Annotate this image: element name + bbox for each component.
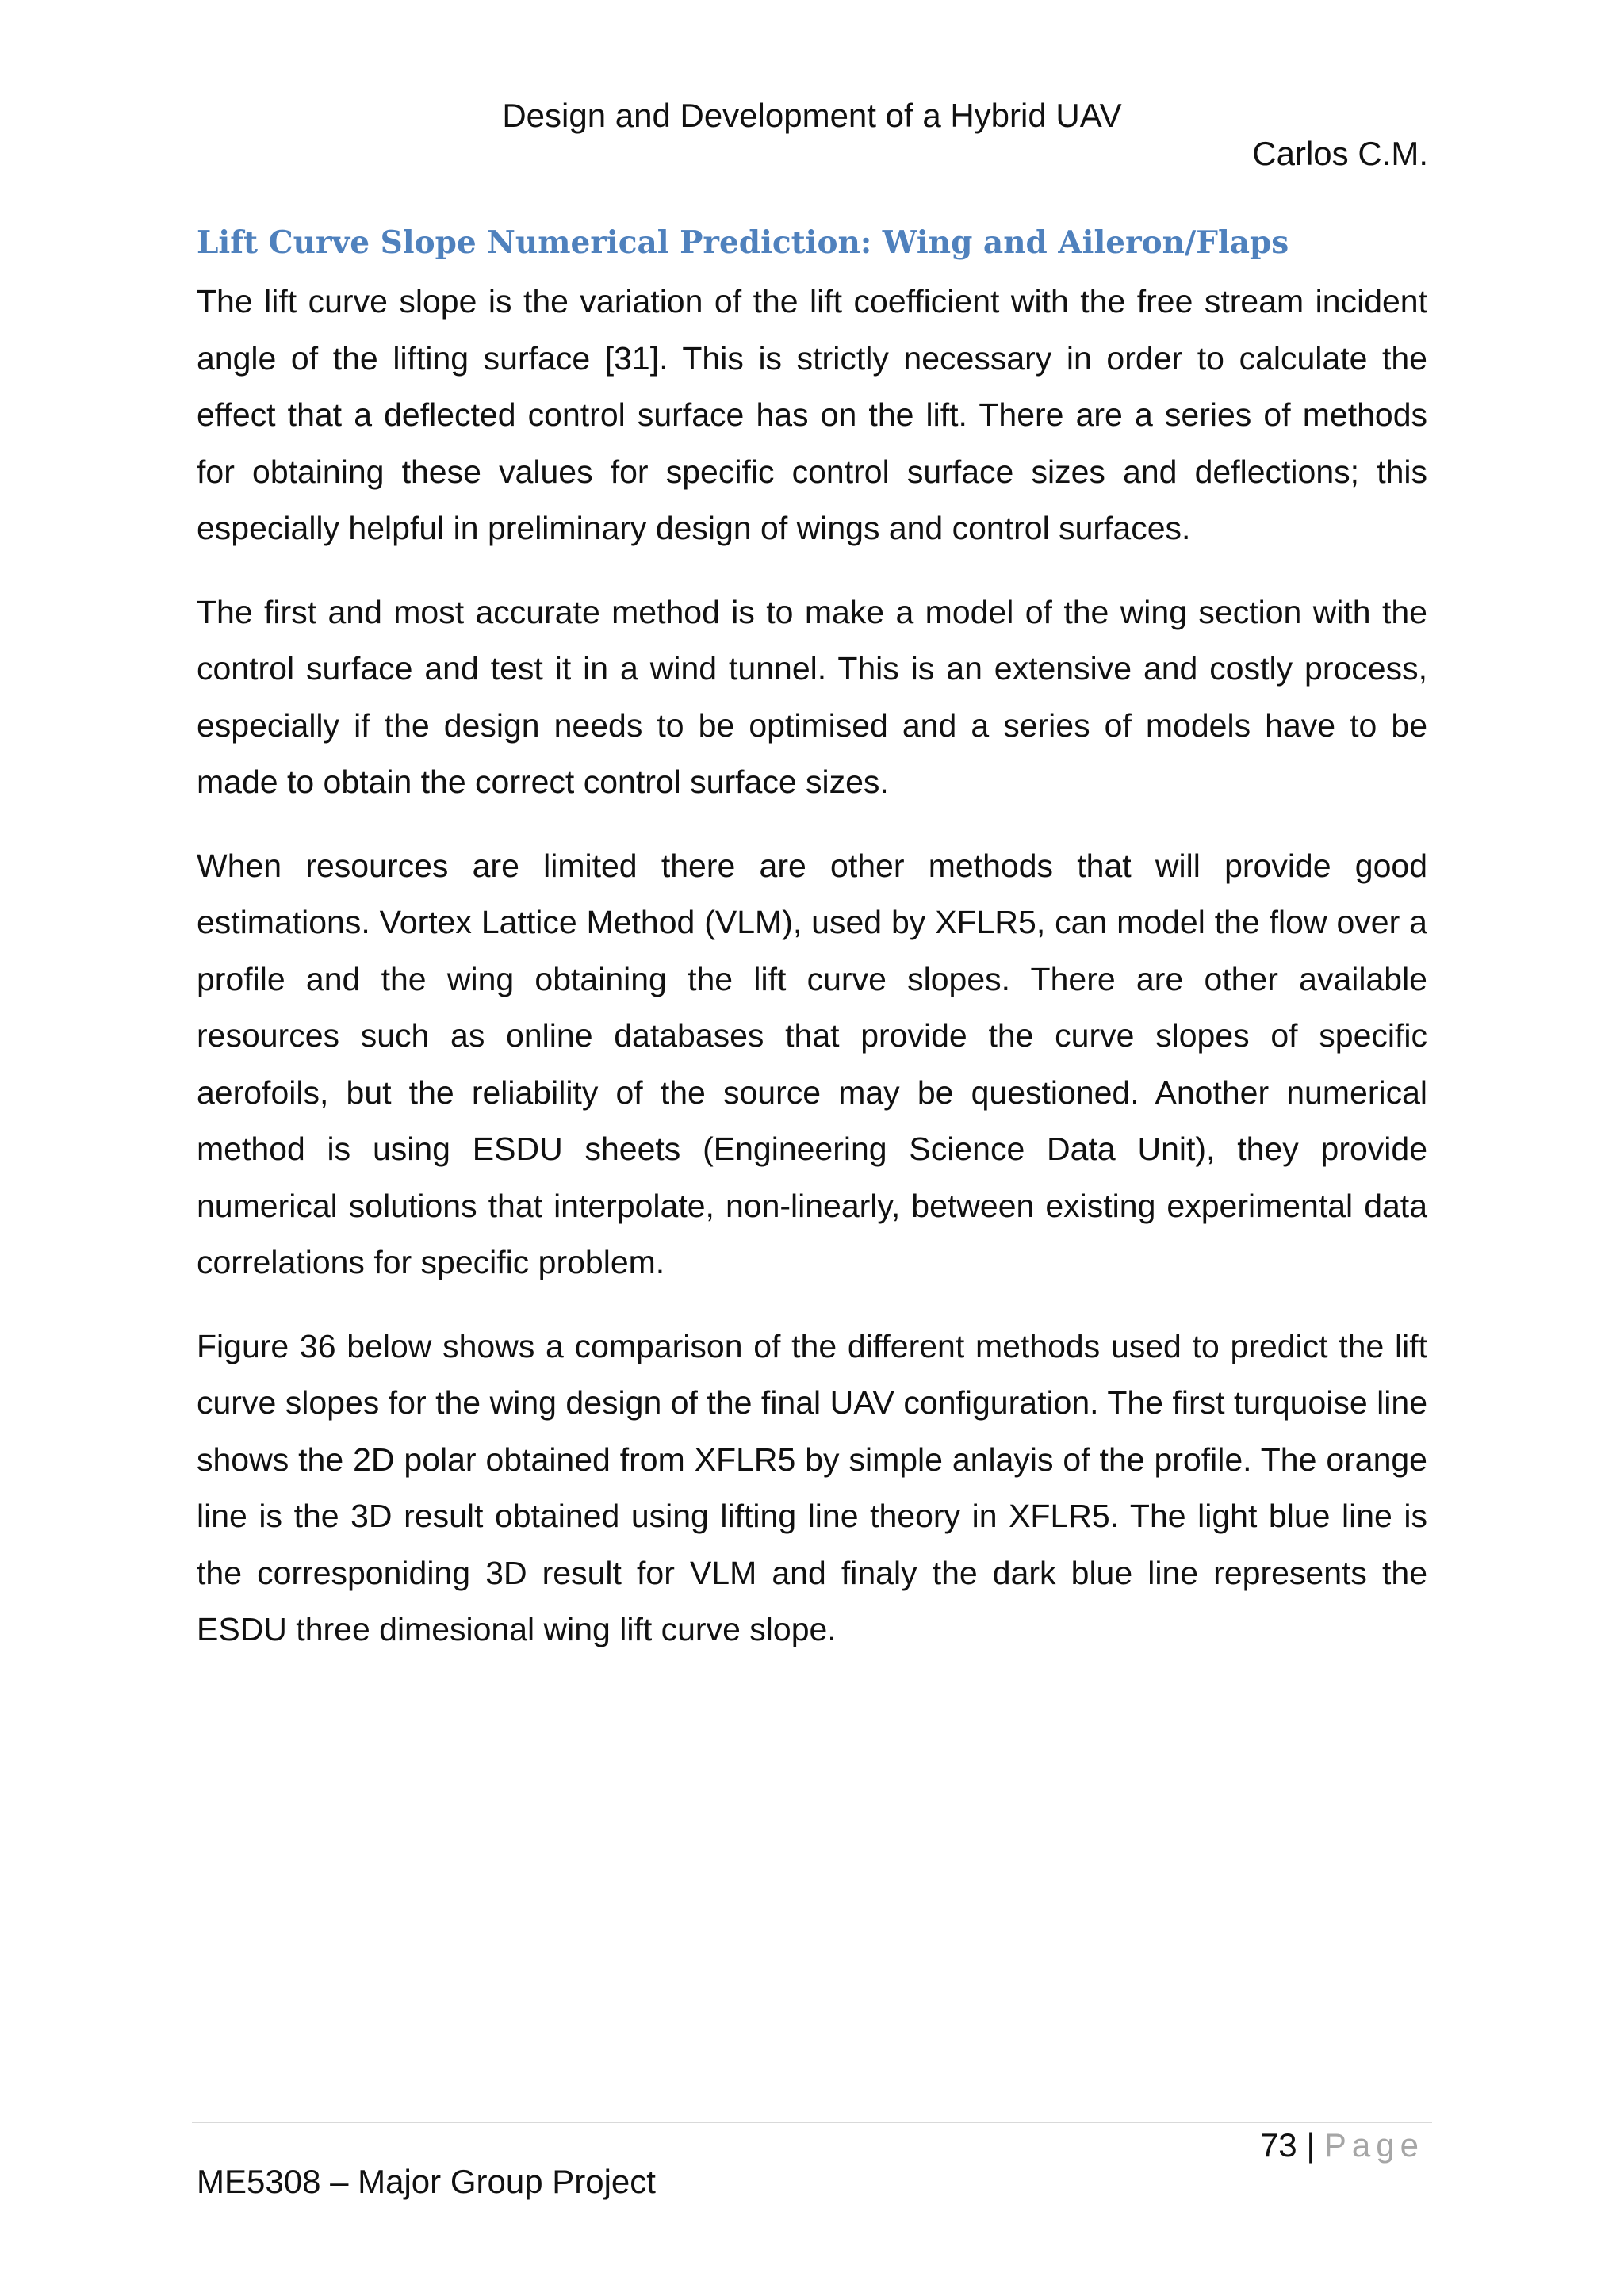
- page-number-separator: |: [1297, 2126, 1324, 2164]
- header-author: Carlos C.M.: [1252, 135, 1428, 172]
- paragraph-lift-curve-definition: The lift curve slope is the variation of the lift coefficient with the free stream incident angle of the lifting surface [31]. This is strictly necessary in order to calculate the effect that a deflected control surface has on the lift. There are a series of methods for obtaining these values for specific control surface sizes and deflections; this especially helpful in preliminary design of wings and control surfaces.: [197, 283, 1427, 546]
- header-title: Design and Development of a Hybrid UAV: [502, 97, 1122, 134]
- paragraph-figure-comparison: Figure 36 below shows a comparison of the different methods used to predict the lift curve slopes for the wing design of the final UAV configuration. The first turquoise line shows the 2D polar obtained from XFLR5 by simple anlayis of the profile. The orange line is the 3D result obtained using lifting line theory in XFLR5. The light blue line is the corresponiding 3D result for VLM and finaly the dark blue line represents the ESDU three dimesional wing lift curve slope.: [197, 1327, 1427, 1647]
- body-text: [197, 274, 1427, 1686]
- paragraph-wind-tunnel-method: The first and most accurate method is to make a model of the wing section with the control surface and test it in a wind tunnel. This is an extensive and costly process, especially if the design needs to be optimised and a series of models have to be made to obtain the correct control surface sizes.: [197, 593, 1427, 800]
- page-number: [1260, 2123, 1424, 2168]
- section-heading: Lift Curve Slope Numerical Prediction: Wing and Aileron/Flaps: [197, 224, 1289, 261]
- footer-course: ME5308 – Major Group Project: [197, 2163, 656, 2200]
- page-word: Page: [1323, 2126, 1424, 2164]
- paragraph-numerical-methods: When resources are limited there are other methods that will provide good estimations. Vortex Lattice Method (VLM), used by XFLR5, can model the flow over a profile and the wing obtaining the lift curve slopes. There are other available resources such as online databases that provide the curve slopes of specific aerofoils, but the reliability of the source may be questioned. Another numerical method is using ESDU sheets (Engineering Science Data Unit), they provide numerical solutions that interpolate, non-linearly, between existing experimental data correlations for specific problem.: [197, 847, 1427, 1280]
- page-number-value: 73: [1259, 2126, 1297, 2164]
- footer-divider: [192, 2122, 1432, 2123]
